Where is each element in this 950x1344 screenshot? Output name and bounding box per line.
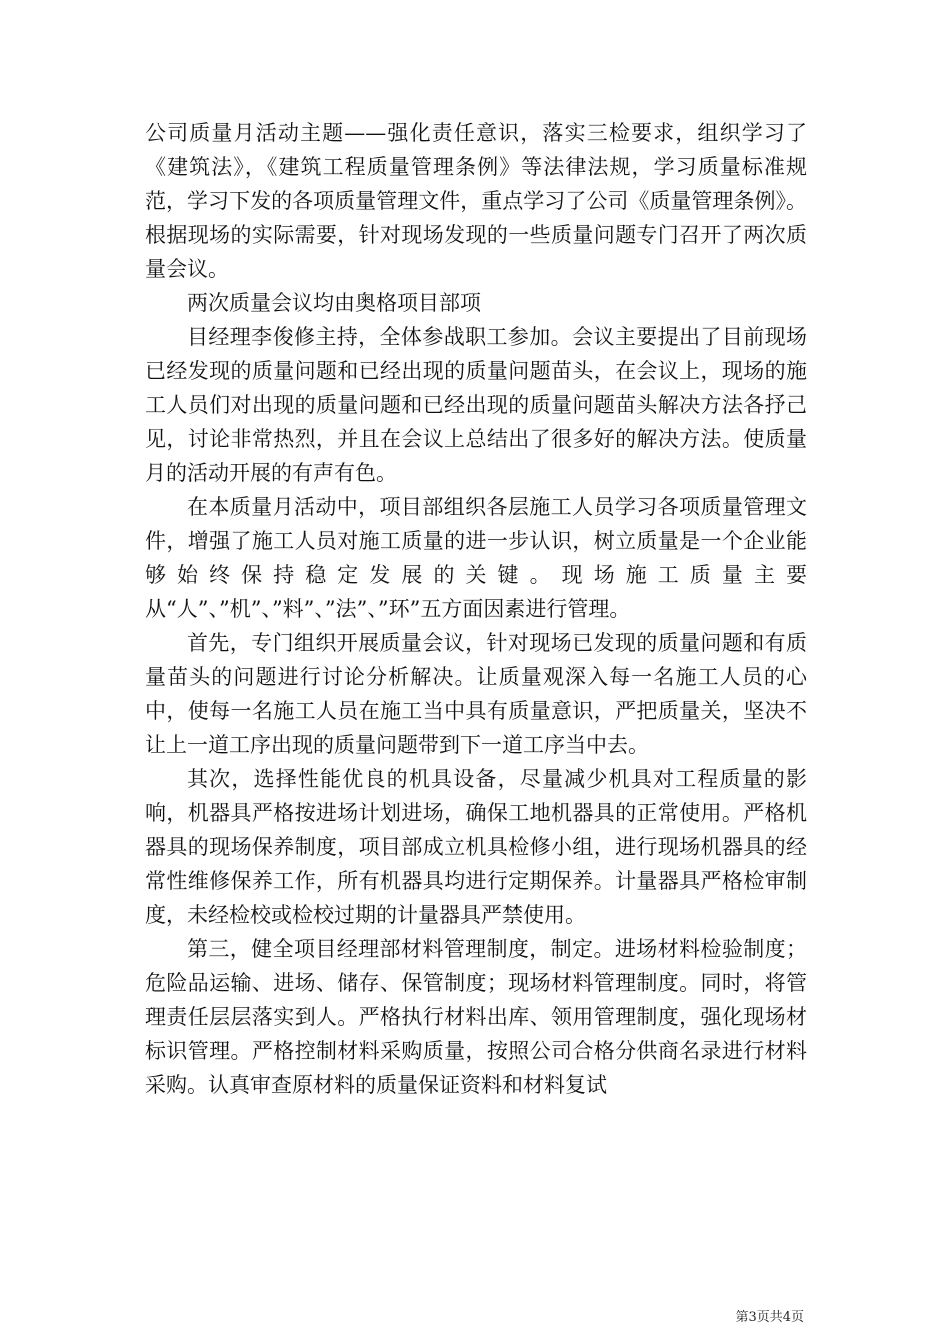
paragraph-theme: 公司质量月活动主题——强化责任意识，落实三检要求，组织学习了《建筑法》，《建筑工程质量管理条例》等法律法规，学习质量标准规范，学习下发的各项质量管理文件，重点学习了公司《质量管理条例》。根据现场的实际需要，针对现场发现的一些质量问题专门召开了两次质量会议。 xyxy=(145,121,807,281)
paragraph-first: 首先，专门组织开展质量会议，针对现场已发现的质量问题和有质量苗头的问题进行讨论分析解决。让质量观深入每一名施工人员的心中，使每一名施工人员在施工当中具有质量意识，严把质量关，坚决不让上一道工序出现的质量问题带到下一道工序当中去。 xyxy=(145,631,807,757)
document-body xyxy=(145,116,807,1102)
paragraph-meeting-details: 目经理李俊修主持，全体参战职工参加。会议主要提出了目前现场已经发现的质量问题和已经出现的质量问题苗头，在会议上，现场的施工人员们对出现的质量问题和已经出现的质量问题苗头解决方法各抒己见，讨论非常热烈，并且在会议上总结出了很多好的解决方法。使质量月的活动开展的有声有色。 xyxy=(145,325,807,485)
paragraph-quality-month: 在本质量月活动中，项目部组织各层施工人员学习各项质量管理文件，增强了施工人员对施工质量的进一步认识，树立质量是一个企业能够始终保持稳定发展的关键。现场施工质量主要从“人”、”机”、”料”、”法”、”环”五方面因素进行管理。 xyxy=(145,495,807,621)
paragraph-third: 第三，健全项目经理部材料管理制度，制定。进场材料检验制度；危险品运输、进场、储存、保管制度；现场材料管理制度。同时，将管理责任层层落实到人。严格执行材料出库、领用管理制度，强化现场材标识管理。严格控制材料采购质量，按照公司合格分供商名录进行材料采购。认真审查原材料的质量保证资料和材料复试 xyxy=(145,937,807,1097)
paragraph-meeting-intro: 两次质量会议均由奥格项目部项 xyxy=(187,291,481,315)
page-number: 第3页共4页 xyxy=(735,1310,804,1325)
paragraph-second: 其次，选择性能优良的机具设备，尽量减少机具对工程质量的影响，机器具严格按进场计划进场，确保工地机器具的正常使用。严格机器具的现场保养制度，项目部成立机具检修小组，进行现场机器具的经常性维修保养工作，所有机器具均进行定期保养。计量器具严格检审制度，未经检校或检校过期的计量器具严禁使用。 xyxy=(145,767,807,927)
